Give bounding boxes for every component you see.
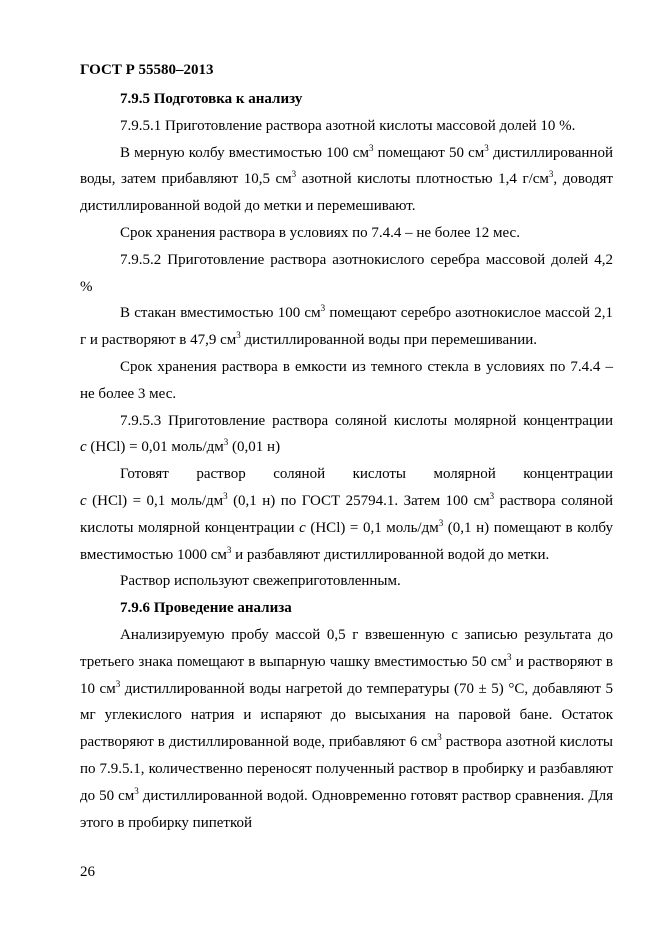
superscript: 3 bbox=[489, 490, 495, 501]
text-fragment: 7.9.5.3 Приготовление раствора соляной кислоты молярной концентрации bbox=[120, 412, 613, 429]
superscript: 3 bbox=[223, 437, 229, 448]
document-body bbox=[80, 86, 613, 836]
superscript: 3 bbox=[437, 732, 442, 743]
paragraph-7-9-5-1: 7.9.5.1 Приготовление раствора азотной кислоты массовой долей 10 %. bbox=[120, 117, 576, 134]
section-heading-7-9-6: 7.9.6 Проведение анализа bbox=[120, 600, 292, 617]
formula bbox=[80, 490, 228, 509]
page-number: 26 bbox=[80, 864, 95, 880]
section-heading-7-9-5: 7.9.5 Подготовка к анализу bbox=[120, 91, 303, 107]
text-fragment: дистиллированной воды при перемешивании. bbox=[240, 332, 538, 349]
paragraph-nitric-acid-prep bbox=[80, 140, 613, 220]
text-fragment: (0,1 н) помещают в колбу вместимостью 1000 см bbox=[80, 519, 613, 563]
variable-c: c bbox=[80, 439, 87, 456]
paragraph-storage-3-months: Срок хранения раствора в емкости из темного стекла в условиях по 7.4.4 – не более 3 мес. bbox=[80, 358, 613, 402]
text-fragment: Готовят раствор соляной кислоты молярной концентрации bbox=[120, 466, 613, 483]
paragraph-hcl-prep bbox=[80, 461, 613, 568]
text-fragment: азотной кислоты плотностью 1,4 г/см bbox=[296, 171, 549, 188]
superscript: 3 bbox=[223, 490, 228, 501]
paragraph-7-9-5-3 bbox=[80, 408, 613, 462]
superscript: 3 bbox=[226, 544, 232, 555]
superscript: 3 bbox=[115, 678, 121, 689]
superscript: 3 bbox=[368, 142, 374, 153]
text-fragment: В стакан вместимостью 100 см bbox=[120, 305, 321, 322]
paragraph-analysis-procedure bbox=[80, 622, 613, 836]
superscript: 3 bbox=[236, 330, 241, 341]
text-fragment: и разбавляют дистиллированной водой до метки. bbox=[231, 546, 550, 563]
text-fragment: раствора соляной кислоты молярной концентрации bbox=[80, 492, 613, 536]
text-fragment: и растворяют в 10 см bbox=[80, 653, 613, 697]
variable-c: c bbox=[299, 519, 306, 536]
text-fragment: дистиллированной водой. Одновременно готовят раствор сравнения. Для этого в пробирку пипеткой bbox=[80, 787, 613, 831]
superscript: 3 bbox=[548, 169, 554, 180]
superscript: 3 bbox=[320, 303, 326, 314]
text-fragment: (HCl) = 0,1 моль/дм bbox=[86, 492, 224, 509]
document-header: ГОСТ Р 55580–2013 bbox=[80, 62, 214, 78]
paragraph-7-9-5-2: 7.9.5.2 Приготовление раствора азотнокислого серебра массовой долей 4,2 % bbox=[80, 251, 613, 295]
text-fragment: (0,01 н) bbox=[228, 439, 281, 456]
superscript: 3 bbox=[484, 142, 489, 153]
superscript: 3 bbox=[438, 517, 444, 528]
text-fragment: (0,1 н) по ГОСТ 25794.1. Затем 100 см bbox=[227, 492, 490, 509]
text-fragment: Анализируемую пробу массой 0,5 г взвешенную с записью результата до третьего знака помещают в выпарную чашку вместимостью 50 см bbox=[80, 626, 613, 670]
text-fragment: помещают серебро азотнокислое массой 2,1 г и растворяют в 47,9 см bbox=[80, 305, 614, 349]
paragraph-silver-nitrate-prep bbox=[80, 300, 613, 354]
paragraph-fresh-solution: Раствор используют свежеприготовленным. bbox=[120, 573, 401, 590]
text-fragment: раствора азотной кислоты по 7.9.5.1, количественно переносят полученный раствор в пробирку и разбавляют до 50 см bbox=[80, 734, 613, 804]
text-fragment: , доводят дистиллированной водой до метки и перемешивают. bbox=[80, 171, 613, 215]
superscript: 3 bbox=[134, 785, 139, 796]
formula bbox=[80, 439, 228, 455]
text-fragment: дистиллированной воды нагретой до температуры (70 ± 5) °С, добавляют 5 мг углекислого натрия и испаряют до высыхания на паровой бане. Остаток растворяют в дистиллированной воде, прибавляют 6 см bbox=[80, 680, 613, 751]
text-fragment: (HCl) = 0,1 моль/дм bbox=[305, 519, 439, 536]
text-fragment: (HCl) = 0,01 моль/дм bbox=[86, 439, 224, 456]
superscript: 3 bbox=[507, 651, 512, 662]
formula bbox=[299, 517, 444, 536]
text-fragment: дистиллированной воды, затем прибавляют 10,5 см bbox=[80, 144, 613, 188]
variable-c: c bbox=[80, 492, 87, 509]
superscript: 3 bbox=[291, 169, 297, 180]
text-fragment: помещают 50 см bbox=[373, 144, 485, 161]
text-fragment: В мерную колбу вместимостью 100 см bbox=[120, 144, 369, 161]
paragraph-storage-12-months: Срок хранения раствора в условиях по 7.4.4 – не более 12 мес. bbox=[120, 224, 520, 241]
